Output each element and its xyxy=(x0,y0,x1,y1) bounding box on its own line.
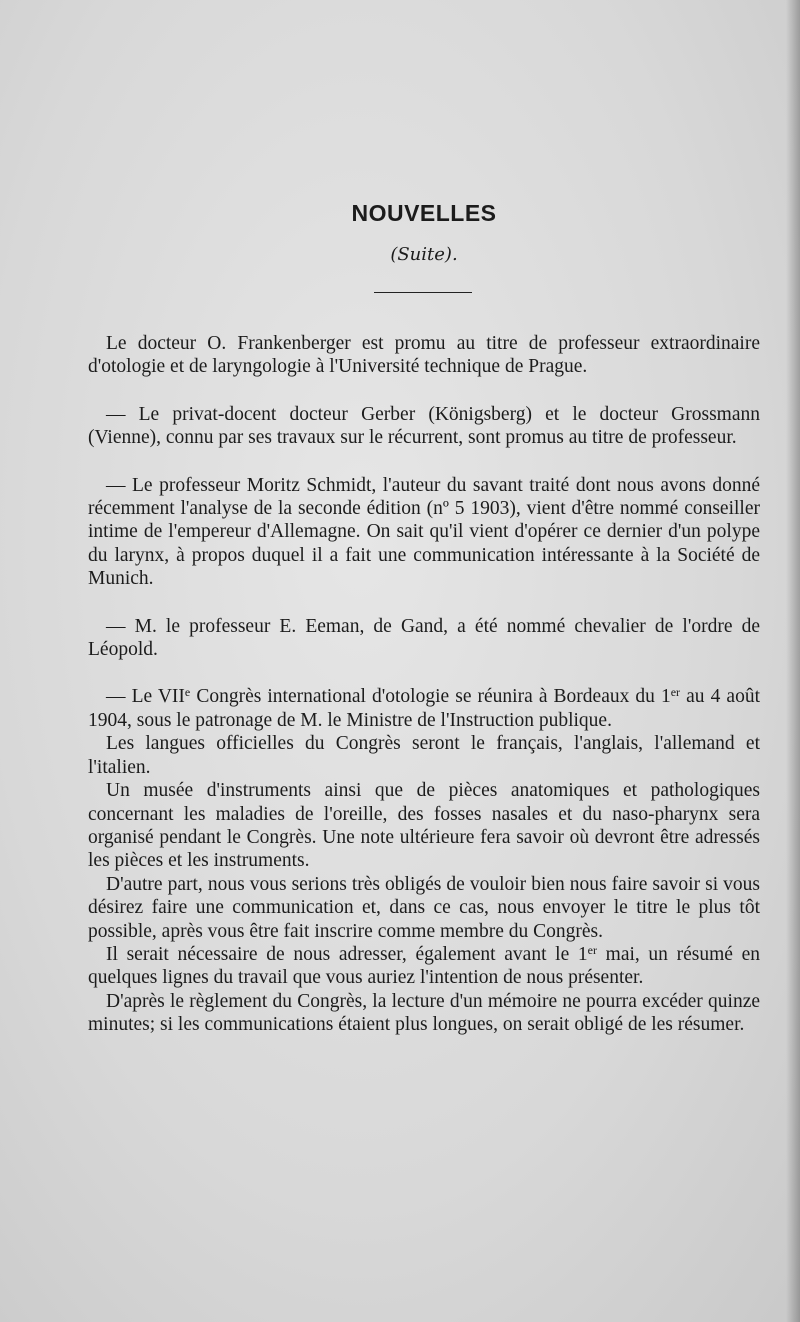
paragraph-resume xyxy=(88,943,760,990)
section-subheading: (Suite). xyxy=(390,244,458,265)
paragraph-congres xyxy=(88,685,760,732)
paragraph-frankenberger: Le docteur O. Frankenberger est promu au titre de professeur extraordinaire d'otologie et de laryngologie à l'Université technique de Prague. xyxy=(88,333,760,378)
superscript-er: er xyxy=(670,685,681,700)
separator-rule xyxy=(374,292,472,293)
paragraph-eeman: — M. le professeur E. Eeman, de Gand, a été nommé chevalier de l'ordre de Léopold. xyxy=(88,615,760,661)
resume-text-a: Il serait nécessaire de nous adresser, également avant le 1 xyxy=(106,943,588,965)
resume-text-b: mai, un résumé en quelques lignes du travail que vous auriez l'intention de nous présenter. xyxy=(88,943,760,989)
section-heading: NOUVELLES xyxy=(351,200,497,226)
superscript-e: e xyxy=(184,685,191,700)
paragraph-musee: Un musée d'instruments ainsi que de pièces anatomiques et pathologiques concernant les maladies de l'oreille, des fosses nasales et du naso-pharynx sera organisé pendant le Congrès. Une note ultérieure fera savoir où devront être adressés les pièces et les instruments. xyxy=(88,780,760,872)
paragraph-reglement: D'après le règlement du Congrès, la lecture d'un mémoire ne pourra excéder quinze minutes; si les communications étaient plus longues, on serait obligé de les résumer. xyxy=(88,990,760,1036)
paragraph-moritz-schmidt: — Le professeur Moritz Schmidt, l'auteur du savant traité dont nous avons donné récemment l'analyse de la seconde édition (nº 5 1903), vient d'être nommé conseiller intime de l'empereur d'Allemagne. On sait qu'il vient d'opérer ce dernier d'un polype du larynx, à propos duquel il a fait une communication intéressante à la Société de Munich. xyxy=(88,474,760,590)
congres-text-b: Congrès international d'otologie se réunira à Bordeaux du 1 xyxy=(190,686,671,708)
paragraph-langues: Les langues officielles du Congrès seront le français, l'anglais, l'allemand et l'italien. xyxy=(88,733,760,778)
page-edge-shadow xyxy=(786,0,800,1322)
congres-text-a: — Le VII xyxy=(106,686,185,708)
paragraph-gerber-grossmann: — Le privat-docent docteur Gerber (Königsberg) et le docteur Grossmann (Vienne), connu par ses travaux sur le récurrent, sont promus au titre de professeur. xyxy=(88,403,760,449)
superscript-er-mai: er xyxy=(587,942,597,957)
paragraph-communication: D'autre part, nous vous serions très obligés de vouloir bien nous faire savoir si vous désirez faire une communication et, dans ce cas, nous envoyer le titre le plus tôt possible, après vous être fait inscrire comme membre du Congrès. xyxy=(88,873,760,942)
article-body xyxy=(88,332,760,1037)
congres-text-c: au 4 août 1904, sous le patronage de M. le Ministre de l'Instruction publique. xyxy=(88,686,760,731)
